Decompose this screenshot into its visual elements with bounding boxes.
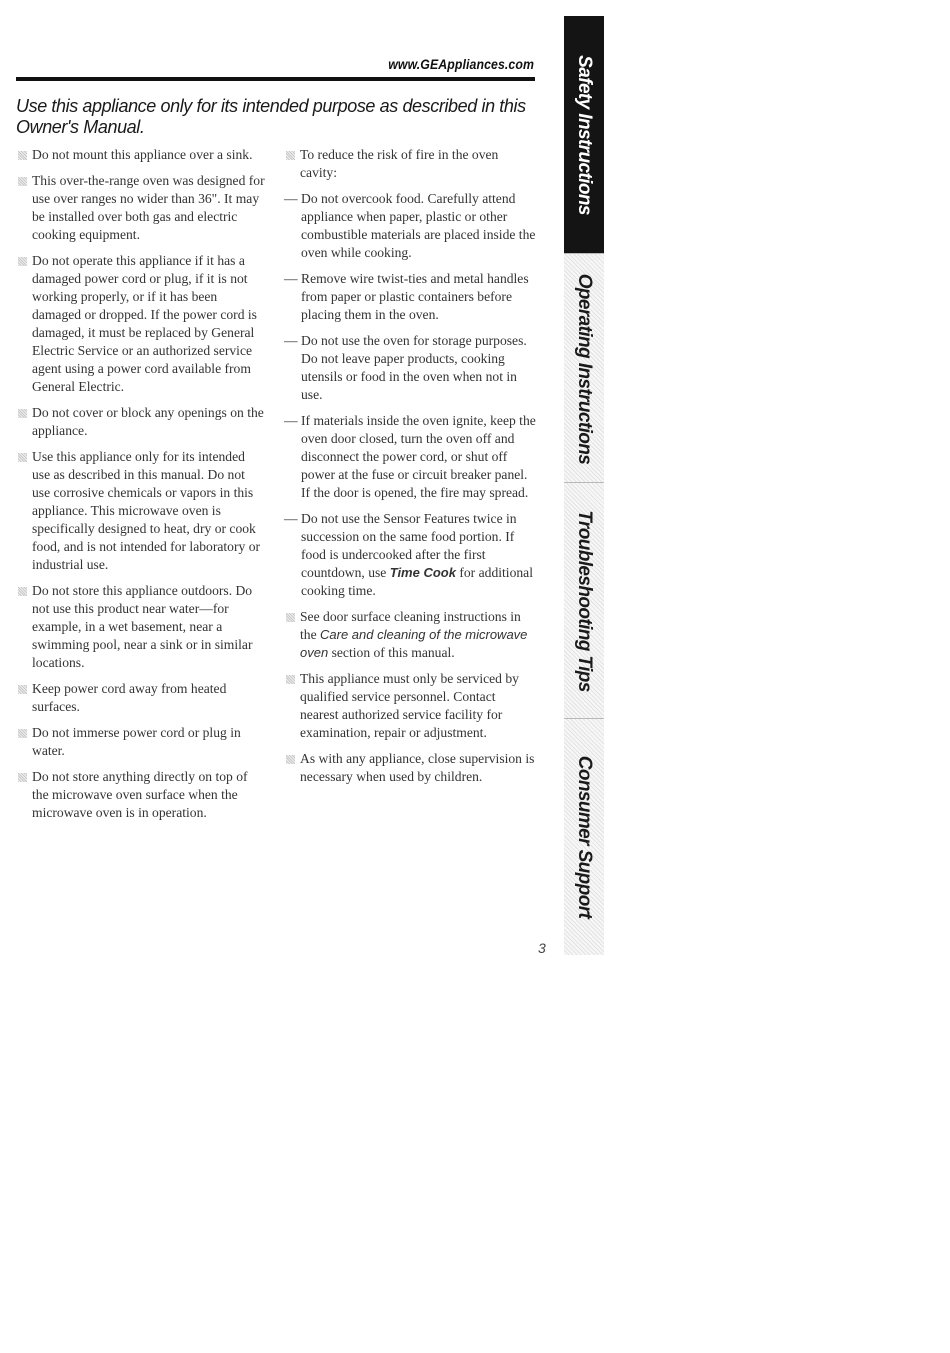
tab-safety-instructions[interactable]: Safety Instructions [564, 16, 604, 253]
list-item: Do not cover or block any openings on the appliance. [16, 404, 266, 440]
care-cleaning-emphasis: Care and cleaning of the microwave oven [300, 627, 528, 660]
bullet-icon [18, 729, 27, 738]
left-column [16, 146, 266, 830]
bullet-icon [286, 613, 295, 622]
bullet-icon [18, 409, 27, 418]
tab-troubleshooting-tips[interactable]: Troubleshooting Tips [564, 482, 604, 719]
sensor-features-item: — Do not use the Sensor Features twice in succession on the same food portion. If food is undercooked after the first countdown, use Time Cook for additional cooking time. [284, 511, 533, 598]
list-item: Do not operate this appliance if it has a damaged power cord or plug, if it is not working properly, or if it has been damaged or dropped. If the power cord is damaged, it must be replaced by General Electric Service or an authorized service agent using a power cord available from General Electric. [16, 252, 266, 396]
dash-mark: — [284, 191, 298, 206]
list-item: Do not store anything directly on top of the microwave oven surface when the microwave oven is in operation. [16, 768, 266, 822]
list-item: Do not mount this appliance over a sink. [16, 146, 266, 164]
time-cook-emphasis: Time Cook [389, 565, 456, 580]
fire-risk-item: — Do not overcook food. Carefully attend appliance when paper, plastic or other combustible materials are placed inside the oven while cooking. [284, 191, 536, 260]
bullet-icon [18, 151, 27, 160]
list-item: Do not store this appliance outdoors. Do not use this product near water—for example, in a wet basement, near a swimming pool, near a sink or in similar locations. [16, 582, 266, 672]
fire-risk-item: — Do not use the oven for storage purposes. Do not leave paper products, cooking utensils or food in the oven when not in use. [284, 333, 527, 402]
site-url: www.GEAppliances.com [388, 56, 534, 72]
intro-heading: Use this appliance only for its intended purpose as described in this Owner's Manual. [16, 96, 526, 137]
dash-mark: — [284, 333, 298, 348]
bullet-icon [286, 755, 295, 764]
dash-mark: — [284, 511, 298, 526]
right-column [284, 146, 536, 794]
header-rule [16, 77, 535, 81]
bullet-icon [18, 685, 27, 694]
list-item: This over-the-range oven was designed for use over ranges no wider than 36". It may be installed over both gas and electric cooking equipment. [16, 172, 266, 244]
cleaning-item: See door surface cleaning instructions in the Care and cleaning of the microwave oven section of this manual. [284, 608, 536, 662]
bullet-icon [18, 773, 27, 782]
dash-mark: — [284, 271, 298, 286]
bullet-icon [286, 151, 295, 160]
tab-consumer-support[interactable]: Consumer Support [564, 718, 604, 955]
fire-risk-item: — Remove wire twist-ties and metal handles from paper or plastic containers before placing them in the oven. [284, 271, 529, 322]
tab-operating-instructions[interactable]: Operating Instructions [564, 253, 604, 483]
page-number: 3 [538, 940, 546, 956]
bullet-icon [18, 453, 27, 462]
fire-risk-intro: To reduce the risk of fire in the oven cavity: [284, 146, 536, 182]
section-tabs [564, 16, 604, 954]
service-item: This appliance must only be serviced by qualified service personnel. Contact nearest authorized service facility for examination, repair or adjustment. [284, 670, 536, 742]
list-item: Keep power cord away from heated surfaces. [16, 680, 266, 716]
bullet-icon [18, 177, 27, 186]
bullet-icon [286, 675, 295, 684]
bullet-icon [18, 257, 27, 266]
list-item: Do not immerse power cord or plug in water. [16, 724, 266, 760]
bullet-icon [18, 587, 27, 596]
dash-mark: — [284, 413, 298, 428]
fire-risk-item: — If materials inside the oven ignite, keep the oven door closed, turn the oven off and disconnect the power cord, or shut off power at the fuse or circuit breaker panel. If the door is opened, the fire may spread. [284, 413, 536, 500]
list-item: Use this appliance only for its intended use as described in this manual. Do not use corrosive chemicals or vapors in this appliance. This microwave oven is specifically designed to heat, dry or cook food, and is not intended for laboratory or industrial use. [16, 448, 266, 574]
supervision-item: As with any appliance, close supervision is necessary when used by children. [284, 750, 536, 786]
